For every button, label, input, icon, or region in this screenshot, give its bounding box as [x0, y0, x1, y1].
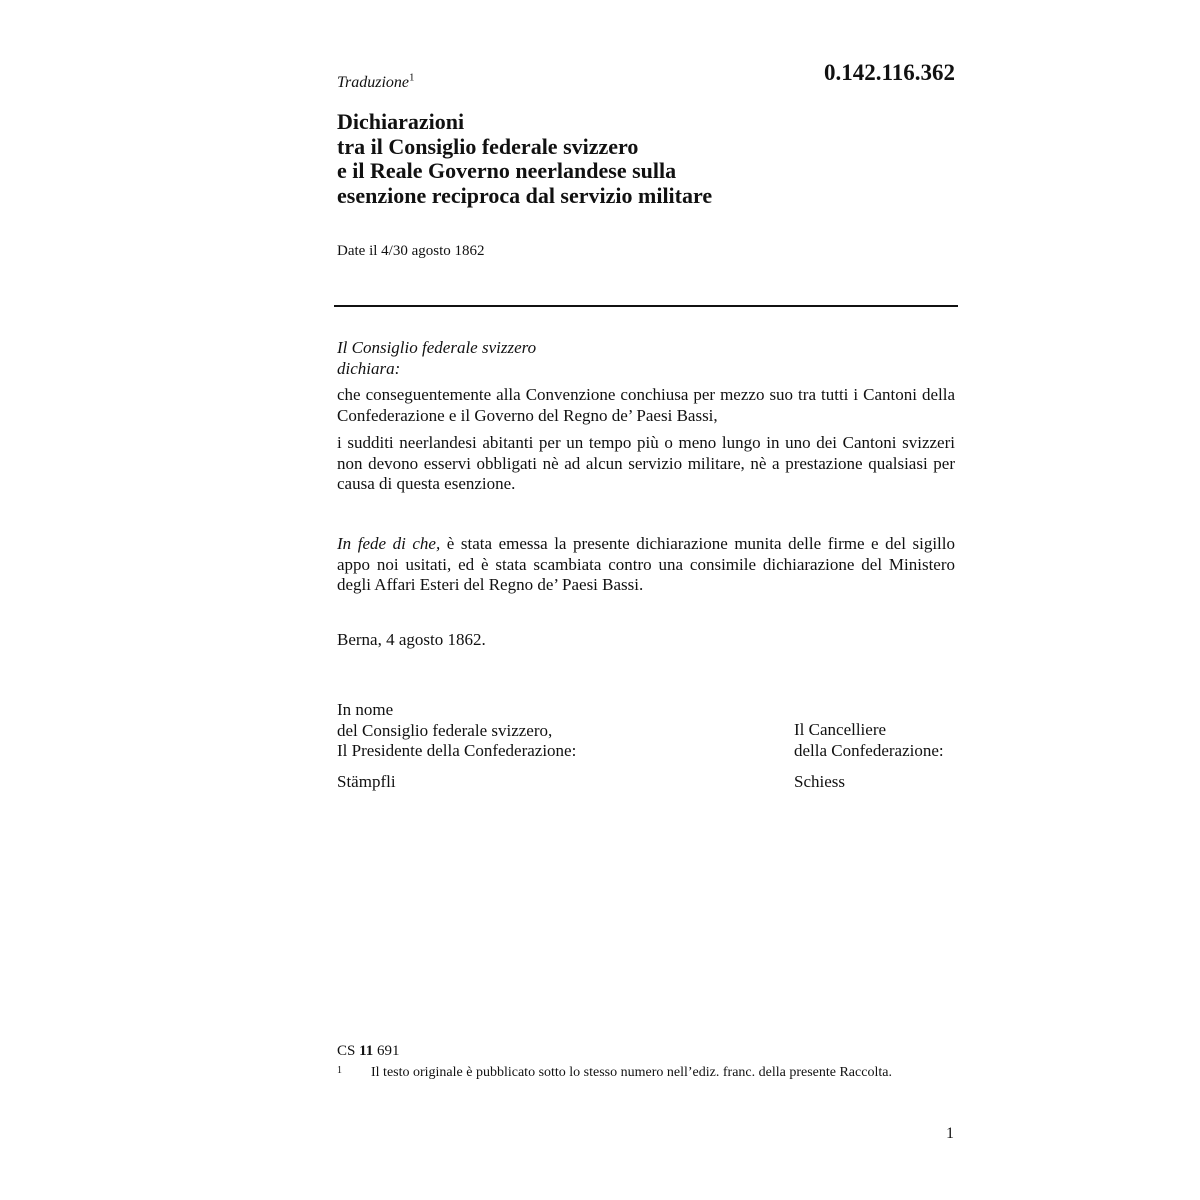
- sr-number: 0.142.116.362: [824, 60, 955, 85]
- translation-label-text: Traduzione: [337, 74, 410, 91]
- signature-left-line: del Consiglio federale svizzero,: [337, 720, 553, 740]
- footnote-text: Il testo originale è pubblicato sotto lo stesso numero nell’ediz. franc. della presente Raccolta.: [371, 1065, 892, 1080]
- signature-left-line: Il Presidente della Confederazione:: [337, 741, 577, 760]
- cs-prefix: CS: [337, 1043, 356, 1059]
- preamble-line: dichiara:: [337, 358, 401, 378]
- footnote-mark: 1: [337, 1065, 342, 1076]
- signature-right-line: Il Cancelliere: [794, 720, 887, 739]
- title-line: esenzione reciproca dal servizio militare: [337, 182, 713, 208]
- cs-volume: 11: [359, 1043, 374, 1059]
- paragraph-3-italic: In fede di che,: [337, 534, 441, 553]
- cs-page: 691: [377, 1043, 400, 1059]
- footnote-reference: 1: [409, 71, 415, 84]
- page-number: 1: [946, 1125, 954, 1142]
- cs-reference: [337, 1043, 400, 1060]
- signature-block-left: [337, 700, 576, 762]
- translation-label: [337, 71, 415, 92]
- title-line: e il Reale Governo neerlandese sulla: [337, 158, 677, 183]
- preamble-line: Il Consiglio federale svizzero: [337, 338, 537, 357]
- paragraph-1: che conseguentemente alla Convenzione conchiusa per mezzo suo tra tutti i Cantoni della Confederazione e il Governo del Regno de’ Paesi Bassi,: [337, 385, 955, 425]
- place-and-date: Berna, 4 agosto 1862.: [337, 630, 486, 649]
- signatory-name-right: Schiess: [794, 772, 845, 791]
- document-date: Date il 4/30 agosto 1862: [337, 243, 485, 259]
- document-title: [337, 110, 957, 208]
- title-line: Dichiarazioni: [337, 109, 465, 134]
- signature-right-line: della Confederazione:: [794, 740, 944, 760]
- signature-block-right: [794, 720, 944, 761]
- horizontal-rule: [334, 305, 958, 307]
- preamble: [337, 338, 955, 379]
- paragraph-3: [337, 534, 955, 596]
- signatory-name-left: Stämpfli: [337, 772, 396, 791]
- signature-left-line: In nome: [337, 700, 394, 719]
- paragraph-3-text: è stata emessa la presente dichiarazione munita delle firme e del sigillo appo noi usitati, ed è stata scambiata contro una consimile dichiarazione del Ministero degli Affari Esteri del Regno de’ Paesi Bassi.: [337, 534, 955, 594]
- paragraph-2: i sudditi neerlandesi abitanti per un tempo più o meno lungo in uno dei Cantoni svizzeri non devono esservi obbligati nè ad alcun servizio militare, nè a prestazione qualsiasi per causa di questa esenzione.: [337, 433, 955, 493]
- title-line: tra il Consiglio federale svizzero: [337, 133, 639, 159]
